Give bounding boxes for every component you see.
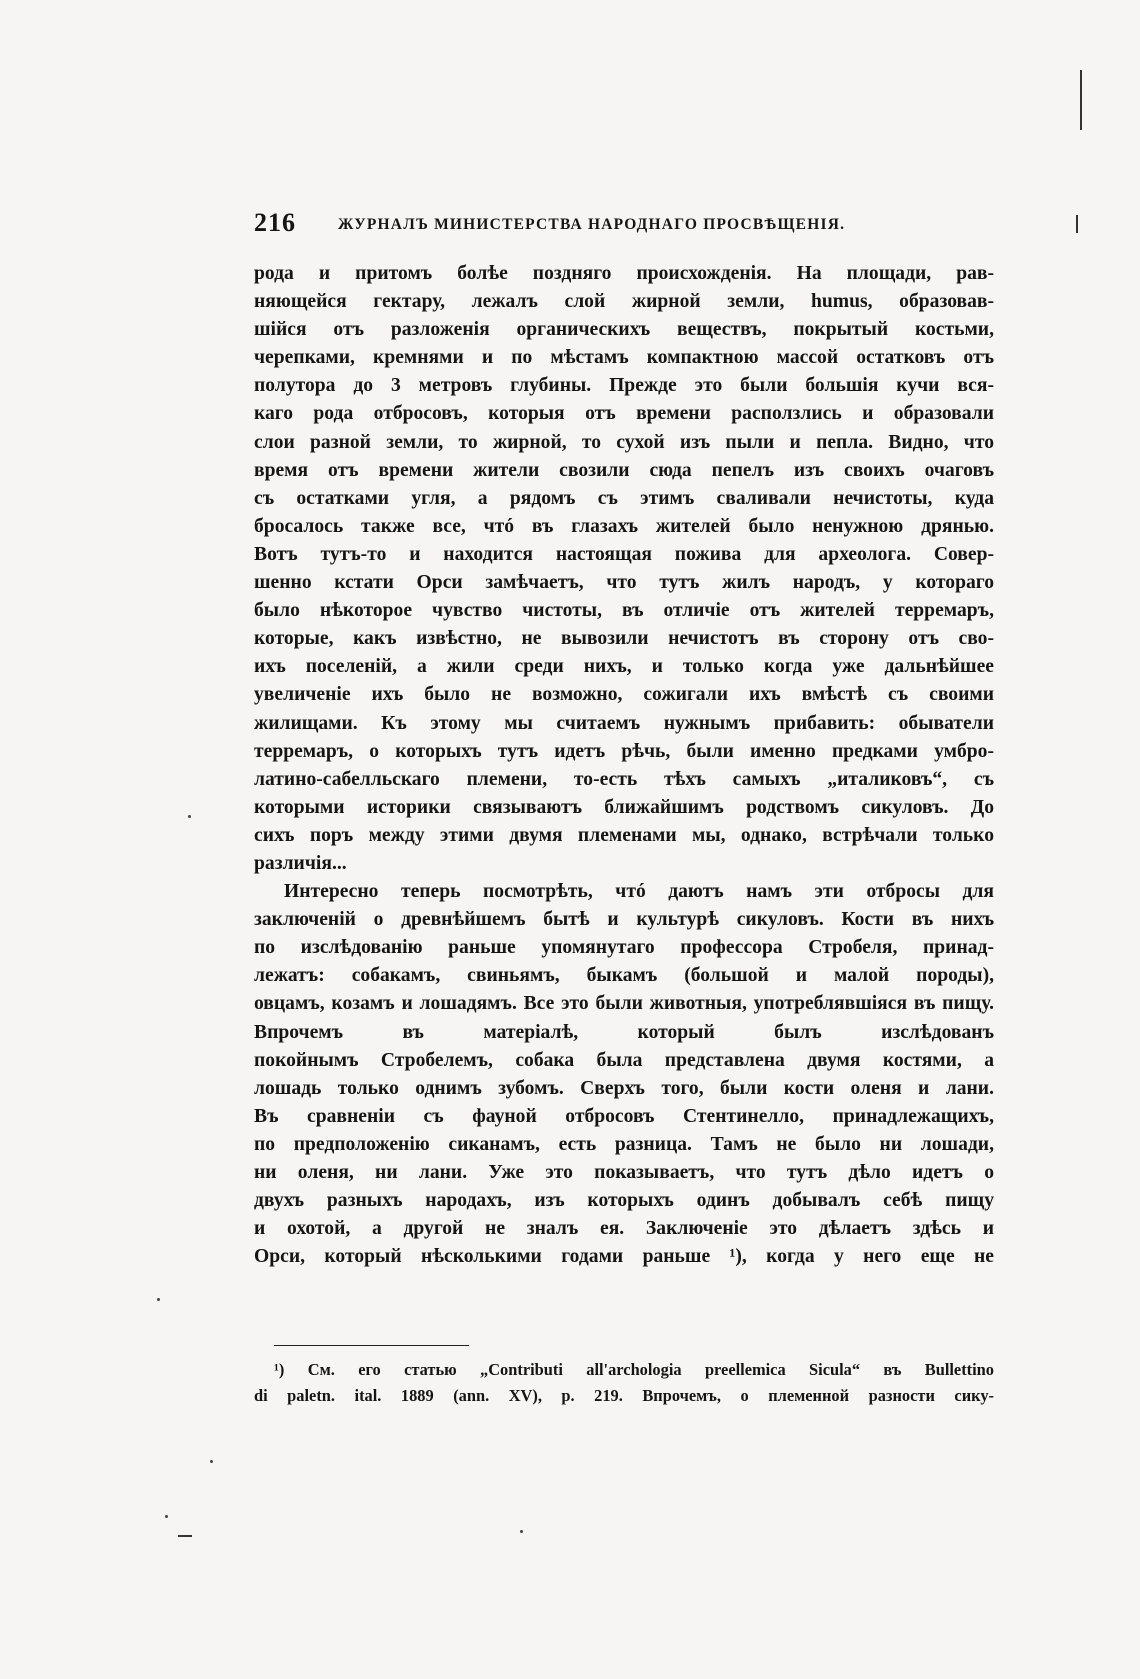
scan-speck <box>188 815 191 818</box>
scan-edge-mark <box>1076 215 1078 233</box>
text-line: и охотой, а другой не зналъ ея. Заключеніе это дѣлаетъ здѣсь и <box>254 1218 994 1240</box>
footnote-line: di paletn. ital. 1889 (ann. XV), p. 219. Впрочемъ, о племенной разности сику- <box>254 1386 994 1405</box>
text-line: ихъ поселеній, а жили среди нихъ, и только когда уже дальнѣйшее <box>254 656 994 678</box>
text-line: шійся отъ разложенія органическихъ веществъ, покрытый костьми, <box>254 319 994 341</box>
body-text <box>254 260 994 1271</box>
scan-speck <box>157 1298 160 1301</box>
text-line: жилищами. Къ этому мы считаемъ нужнымъ прибавить: обыватели <box>254 712 994 734</box>
text-line: шенно кстати Орси замѣчаетъ, что тутъ жилъ народъ, у котораго <box>254 572 994 594</box>
running-title: ЖУРНАЛЪ МИНИСТЕРСТВА НАРОДНАГО ПРОСВѢЩЕНІЯ. <box>338 216 846 233</box>
text-line: было нѣкоторое чувство чистоты, въ отличіе отъ жителей терремаръ, <box>254 600 994 622</box>
paragraph-1 <box>254 260 994 878</box>
scan-edge-mark <box>1080 70 1082 130</box>
text-line: которые, какъ извѣстно, не вывозили нечистотъ въ сторону отъ сво- <box>254 628 994 650</box>
page-number: 216 <box>254 208 296 237</box>
text-line: увеличеніе ихъ было не возможно, сожигали ихъ вмѣстѣ съ своими <box>254 684 994 706</box>
footnote-divider <box>274 1345 469 1346</box>
text-line: няющейся гектару, лежалъ слой жирной земли, humus, образовав- <box>254 291 994 313</box>
text-line: овцамъ, козамъ и лошадямъ. Все это были животныя, употреблявшіяся въ пищу. Впрочемъ въ матеріалѣ, который былъ изслѣдованъ <box>254 993 994 1043</box>
text-line: полутора до 3 метровъ глубины. Прежде это были большія кучи вся- <box>254 375 994 397</box>
footnote-line: ¹) См. его статью „Contributi all'archologia preellemica Sicula“ въ Bullettino <box>274 1360 994 1379</box>
text-line: съ остатками угля, а рядомъ съ этимъ сваливали нечистоты, куда <box>254 487 994 509</box>
text-line: двухъ разныхъ народахъ, изъ которыхъ одинъ добывалъ себѣ пищу <box>254 1190 994 1212</box>
text-line: черепками, кремнями и по мѣстамъ компактною массой остатковъ отъ <box>254 347 994 369</box>
text-line: Орси, который нѣсколькими годами раньше ¹), когда у него еще не <box>254 1246 994 1268</box>
scan-speck <box>165 1515 168 1518</box>
text-line: лошадь только однимъ зубомъ. Сверхъ того, были кости оленя и лани. <box>254 1077 994 1099</box>
text-line: по изслѣдованію раньше упомянутаго профессора Стробеля, принад- <box>254 937 994 959</box>
text-line: Интересно теперь посмотрѣть, чтó даютъ намъ эти отбросы для <box>284 881 994 903</box>
text-line: Въ сравненіи съ фауной отбросовъ Стентинелло, принадлежащихъ, <box>254 1105 994 1127</box>
text-line: которыми историки связываютъ ближайшимъ родствомъ сикуловъ. До <box>254 796 994 818</box>
text-line: Вотъ тутъ-то и находится настоящая пожива для археолога. Совер- <box>254 543 994 565</box>
paragraph-2 <box>254 878 994 1271</box>
text-line: покойнымъ Стробелемъ, собака была представлена двумя костями, а <box>254 1049 994 1071</box>
scan-speck <box>520 1530 523 1533</box>
text-line: слои разной земли, то жирной, то сухой изъ пыли и пепла. Видно, что <box>254 431 994 453</box>
text-line: каго рода отбросовъ, которыя отъ времени расползлись и образовали <box>254 403 994 425</box>
text-line: бросалось также все, чтó въ глазахъ жителей было ненужною дрянью. <box>254 515 994 537</box>
scan-speck <box>210 1460 213 1463</box>
text-line: время отъ времени жители свозили сюда пепелъ изъ своихъ очаговъ <box>254 459 994 481</box>
text-line: латино-сабелльскаго племени, то-есть тѣхъ самыхъ „италиковъ“, съ <box>254 768 994 790</box>
text-line: сихъ поръ между этими двумя племенами мы, однако, встрѣчали только <box>254 824 994 846</box>
text-line: различія... <box>254 852 347 874</box>
footnotes <box>254 1357 994 1409</box>
text-line: лежатъ: собакамъ, свиньямъ, быкамъ (большой и малой породы), <box>254 965 994 987</box>
text-line: ни оленя, ни лани. Уже это показываетъ, что тутъ дѣло идетъ о <box>254 1162 994 1183</box>
text-line: терремаръ, о которыхъ тутъ идетъ рѣчь, были именно предками умбро- <box>254 740 994 762</box>
text-line: по предположенію сиканамъ, есть разница. Тамъ не было ни лошади, <box>254 1133 994 1155</box>
text-line: рода и притомъ болѣе поздняго происхожденія. На площади, рав- <box>254 263 994 284</box>
text-line: заключеній о древнѣйшемъ бытѣ и культурѣ сикуловъ. Кости въ нихъ <box>254 909 994 931</box>
page-header <box>254 208 994 242</box>
scan-edge-mark <box>178 1535 192 1537</box>
